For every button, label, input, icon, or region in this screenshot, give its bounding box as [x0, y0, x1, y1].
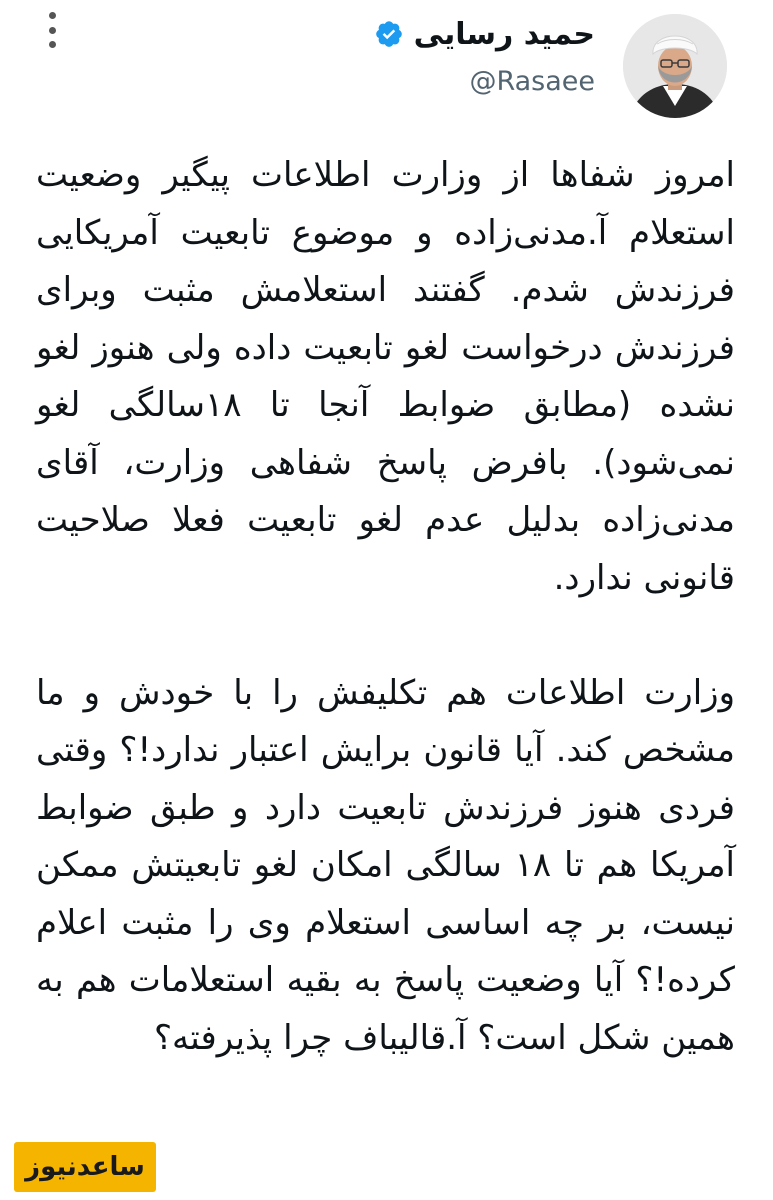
author-display-name[interactable]: حمید رسایی [413, 16, 595, 52]
more-vertical-icon-dot-3 [49, 41, 56, 48]
author-name-row [374, 12, 595, 56]
tweet-text [36, 147, 735, 1067]
author-handle[interactable]: @Rasaee [469, 66, 595, 97]
profile-photo [623, 14, 727, 118]
more-vertical-icon [49, 12, 56, 19]
tweet-paragraph-1: امروز شفاها از وزارت اطلاعات پیگیر وضعیت استعلام آ.مدنی‌زاده و موضوع تابعیت آمریکایی فرزندش شدم. گفتند استعلامش مثبت وبرای فرزندش درخواست لغو تابعیت داده ولی هنوز لغو نشده (مطابق ضوابط آنجا تا ۱۸سالگی لغو نمی‌شود). بافرض پاسخ شفاهی وزارت، آقای مدنی‌زاده بدلیل عدم لغو تابعیت فعلا صلاحیت قانونی ندارد. [36, 155, 735, 598]
tweet-paragraph-2: وزارت اطلاعات هم تکلیفش را با خودش و ما مشخص کند. آیا قانون برایش اعتبار ندارد!؟ وقتی فردی هنوز فرزندش تابعیت دارد و طبق ضوابط آمریکا هم تا ۱۸ سالگی امکان لغو تابعیتش ممکن نیست، بر چه اساسی استعلام وی را مثبت اعلام کرده!؟ آیا وضعیت پاسخ به بقیه استعلامات هم به همین شکل است؟ آ.قالیباف چرا پذیرفته؟ [36, 672, 736, 1058]
watermark-text: ساعدنیوز [25, 1152, 145, 1182]
saednews-watermark-logo [14, 1142, 156, 1192]
verified-badge-icon [374, 19, 404, 49]
more-vertical-icon-dot-2 [49, 27, 56, 34]
more-options-button[interactable] [38, 10, 66, 50]
author-identity [374, 12, 595, 97]
avatar[interactable] [623, 14, 727, 118]
